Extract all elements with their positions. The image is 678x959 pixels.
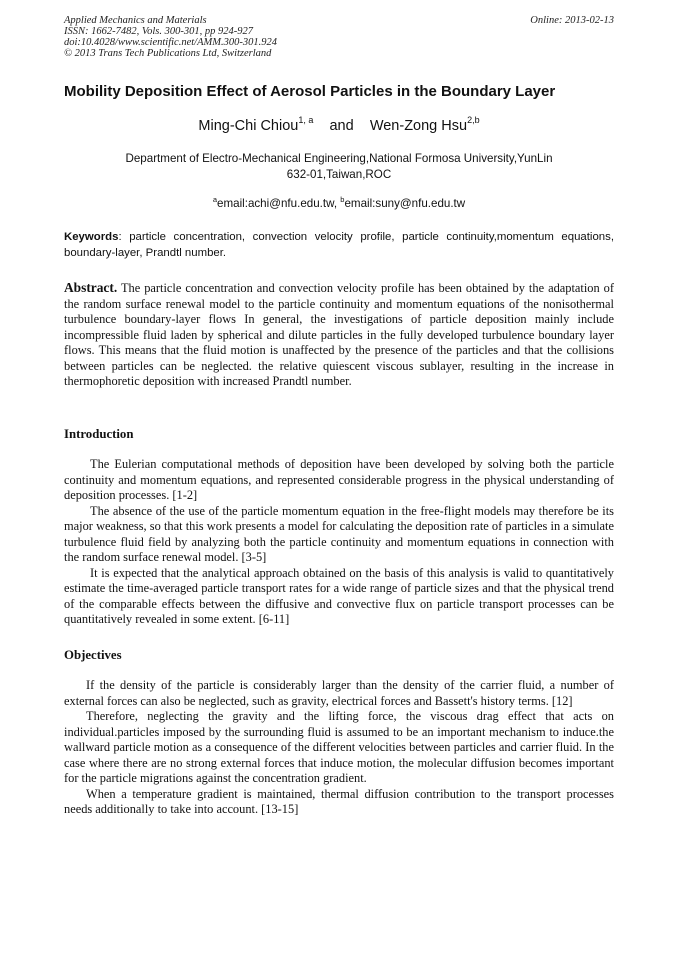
abstract-text: The particle concentration and convection velocity profile has been obtained by the adaptation of the random surface renewal model to the particle continuity and momentum equations of the nonisothermal turbulence boundary-layer flows In general, the investigations of particle deposition mainly include incompressible fluid laden by spherical and dilute particles in the fully developed turbulence boundary layer flows. This means that the fluid motion is unaffected by the presence of the particles and that the collisions between particles can be neglected. the relative quiescent viscous sublayer, resulting in the increase in thermophoretic deposition with increased Prandtl number.	[64, 281, 614, 388]
introduction-heading: Introduction	[64, 427, 134, 441]
affiliation-line-1: Department of Electro-Mechanical Engineering,National Formosa University,YunLin	[125, 152, 553, 165]
paper-title: Mobility Deposition Effect of Aerosol Particles in the Boundary Layer	[64, 83, 556, 100]
keywords-label: Keywords	[64, 231, 119, 243]
author-line	[64, 116, 614, 136]
author-1-name: Ming-Chi Chiou	[198, 118, 299, 134]
introduction-paragraph-1: The Eulerian computational methods of deposition have been developed by solving both the particle continuity and momentum equations, and represented considerable progress in the physical understanding of deposition processes. [1-2]	[64, 457, 614, 502]
email-line	[64, 196, 614, 211]
introduction-paragraph-2: The absence of the use of the particle momentum equation in the free-flight models may therefore be its major weakness, so that this work presents a model for calculating the deposition rate of particles in a simulate turbulence fluid field by analyzing both the particle continuity and momentum equations in connection with the random surface renewal model. [3-5]	[64, 503, 614, 564]
abstract-block	[64, 280, 614, 390]
author-conjunction: and	[329, 118, 354, 134]
author-2-superscript: 2,b	[467, 115, 480, 125]
keywords-block	[64, 230, 614, 261]
author-2-name: Wen-Zong Hsu	[369, 118, 468, 134]
objectives-paragraph-2: Therefore, neglecting the gravity and the lifting force, the viscous drag effect that acts on individual.particles imposed by the surrounding fluid is assumed to be an important mechanism to induce.the wallward particle motion as a consequence of the different velocities between particles and carrier fluid. In the case where there are no strong external forces that induce motion, the molecular diffusion becomes important for the particle migrations against the concentration gradient.	[64, 709, 614, 785]
introduction-body	[64, 457, 614, 628]
affiliation-line-2: 632-01,Taiwan,ROC	[286, 167, 392, 181]
objectives-body	[64, 678, 614, 818]
author-1-superscript: 1, a	[298, 115, 314, 125]
objectives-paragraph-1: If the density of the particle is considerably larger than the density of the carrier fluid, a number of external forces can also be neglected, such as gravity, electrical forces and Bassett's history terms. [12]	[64, 678, 614, 708]
objectives-paragraph-3: When a temperature gradient is maintained, thermal diffusion contribution to the transport processes needs additionally to take into account. [13-15]	[64, 786, 614, 816]
email-b: email:suny@nfu.edu.tw	[344, 197, 466, 210]
introduction-paragraph-3: It is expected that the analytical approach obtained on the basis of this analysis is valid to quantitatively estimate the time-averaged particle transport rates for a wide range of particle sizes and that the physical trend of the comparable effects between the diffusive and convective flux on particle transport processes can be quantitatively revealed in some extent. [6-11]	[64, 565, 614, 626]
issn-line: ISSN: 1662-7482, Vols. 300-301, pp 924-927	[64, 26, 253, 37]
journal-header	[64, 15, 614, 59]
email-a: email:achi@nfu.edu.tw,	[217, 197, 338, 210]
copyright-line: © 2013 Trans Tech Publications Ltd, Switzerland	[64, 48, 272, 59]
abstract-label: Abstract.	[64, 280, 118, 295]
objectives-heading: Objectives	[64, 648, 122, 662]
online-date: Online: 2013-02-13	[530, 15, 614, 26]
keywords-text: : particle concentration, convection velocity profile, particle continuity,momentum equations, boundary-layer, Prandtl number.	[64, 231, 614, 259]
email-b-superscript: b	[340, 195, 345, 204]
doi-line: doi:10.4028/www.scientific.net/AMM.300-301.924	[64, 37, 277, 48]
email-a-superscript: a	[212, 195, 218, 204]
journal-name: Applied Mechanics and Materials	[64, 15, 207, 26]
affiliation	[95, 151, 583, 182]
